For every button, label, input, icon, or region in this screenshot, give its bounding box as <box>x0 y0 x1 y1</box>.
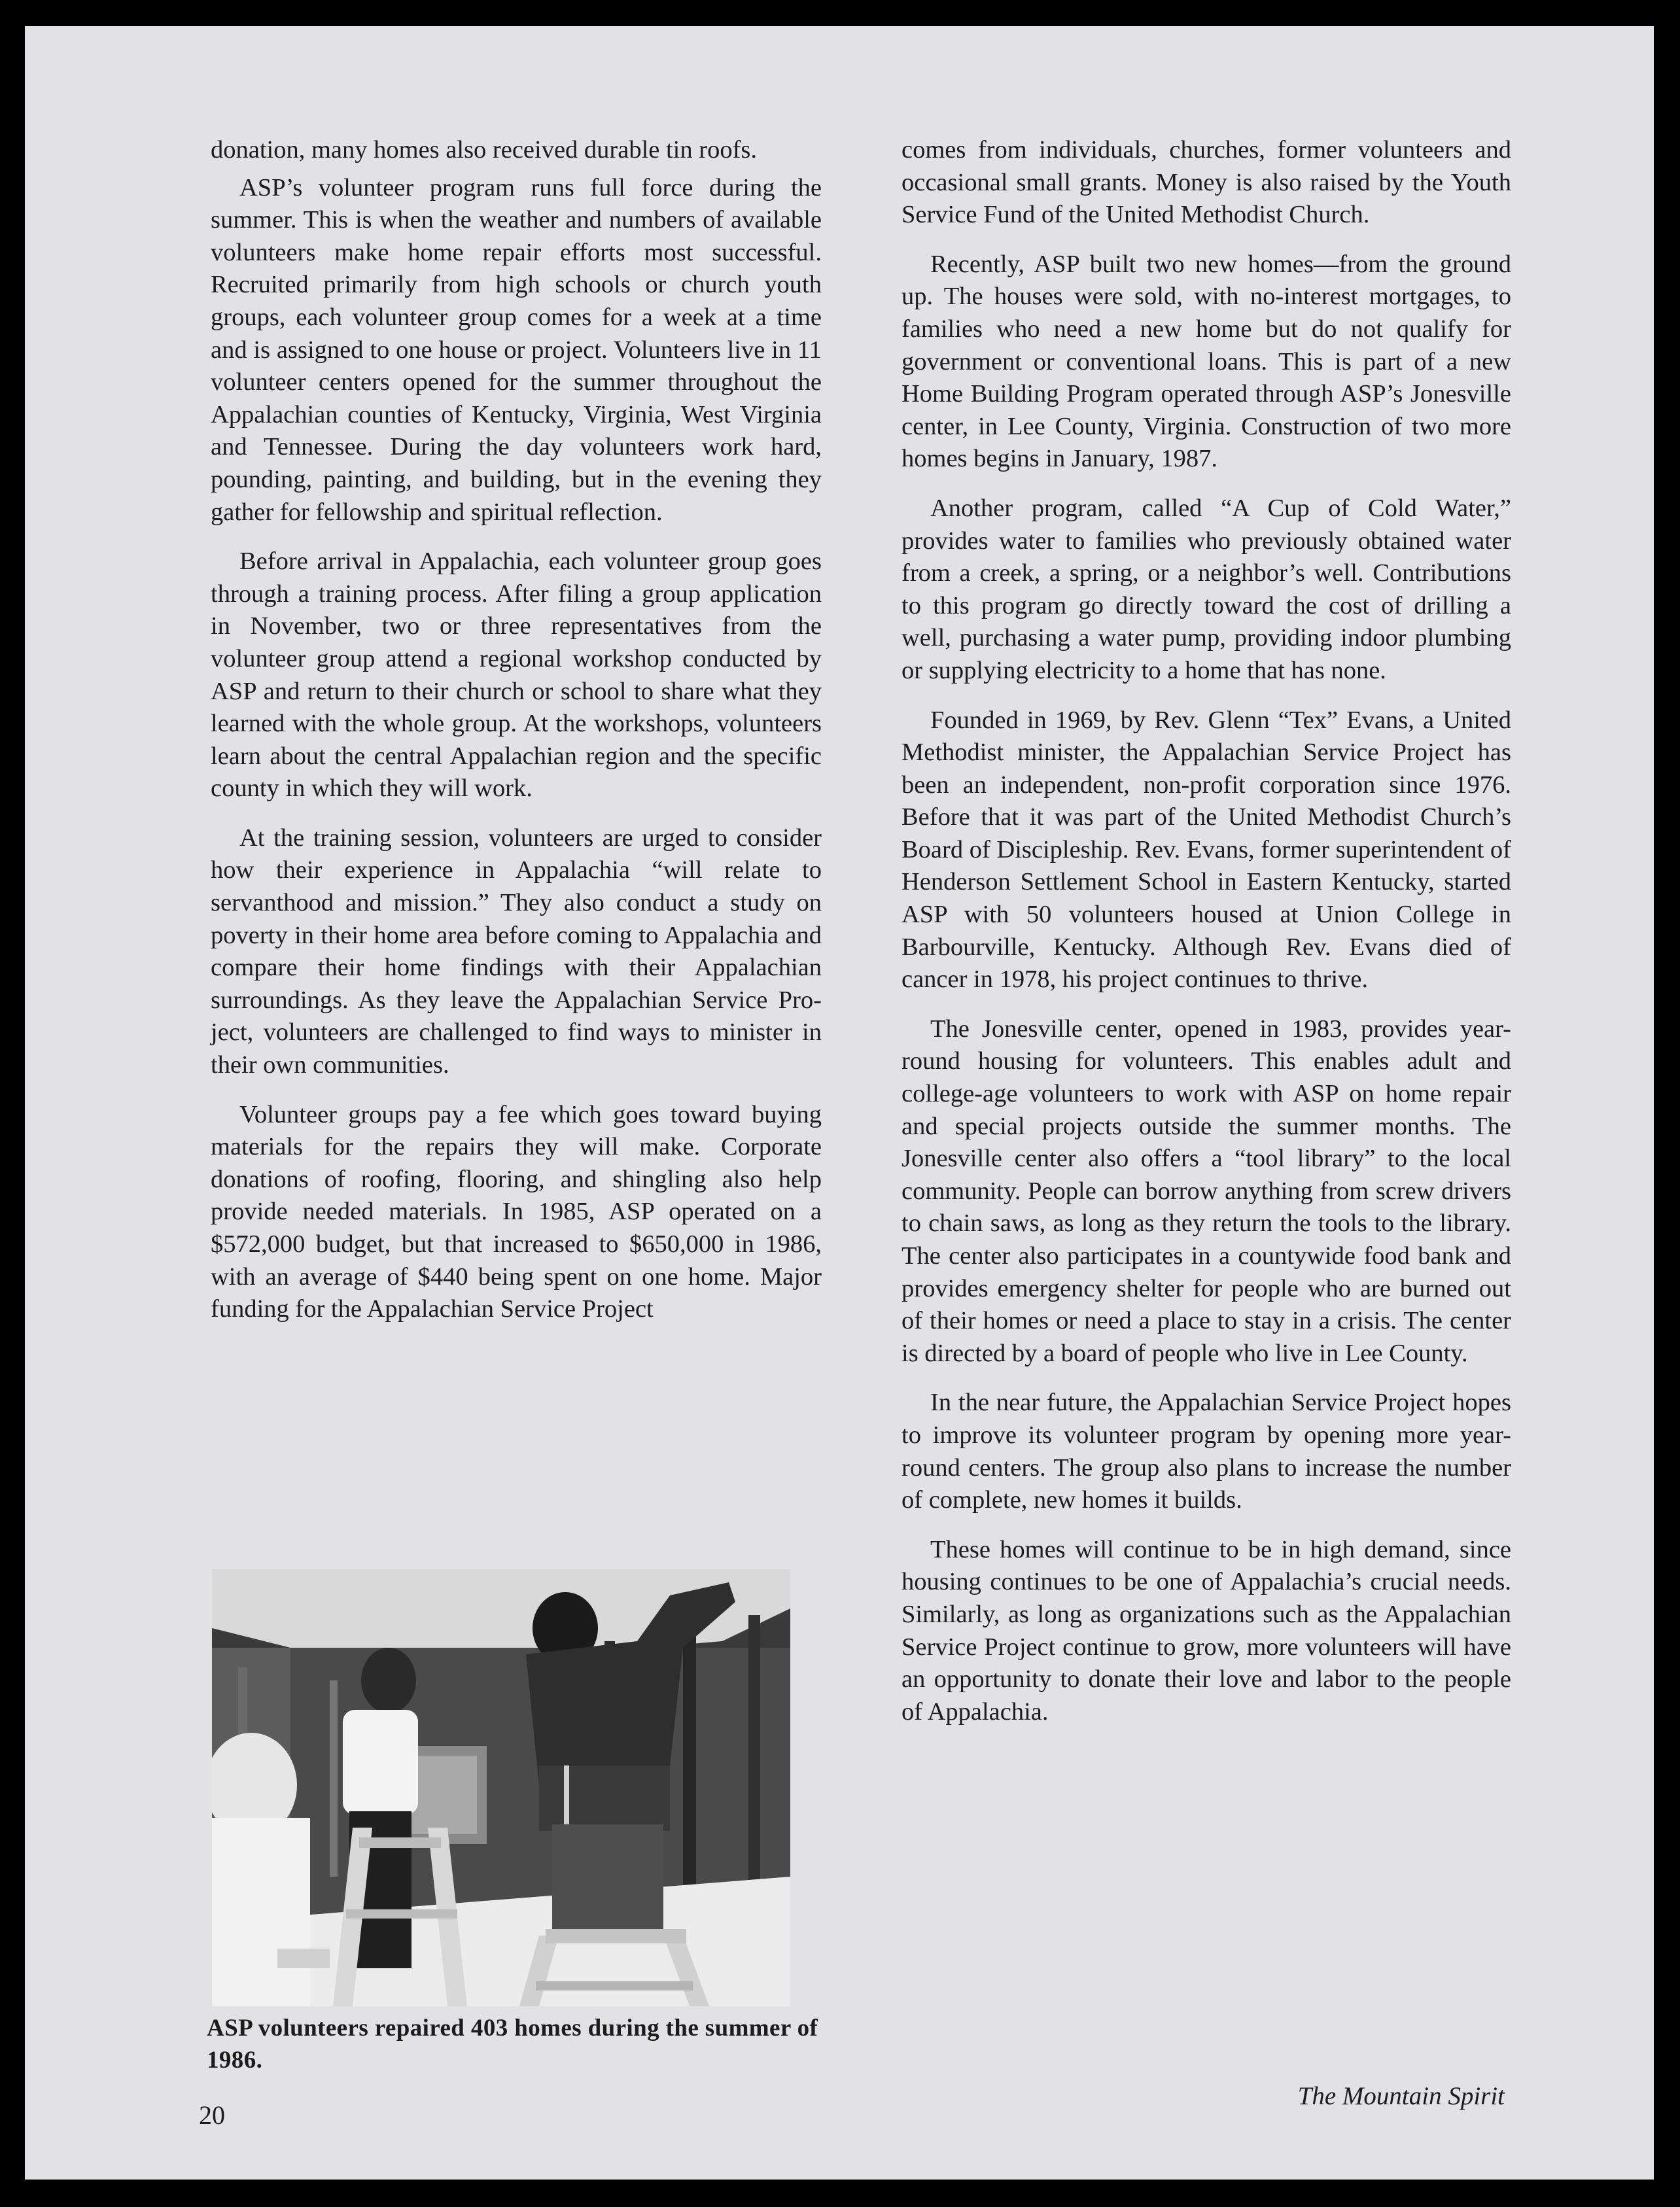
paragraph-founding: Founded in 1969, by Rev. Glenn “Tex” Evans, a United Methodist minister, the Appalachian Service Project has been an independent, non-profit corporation since 1976. Before that it was part of the United Methodist Church’s Board of Discipleship. Rev. Evans, former superintendent of Henderson Settlement School in Eastern Kentucky, started ASP with 50 volunteers housed at Union College in Barbourville, Kentucky. Although Rev. Evans died of cancer in 1978, his project continues to thrive. <box>901 706 1511 994</box>
paragraph-funding-sources: comes from individuals, churches, former volunteers and occasional small grants. Money is also raised by the Youth Service Fund of the United Methodist Church. <box>901 136 1511 229</box>
magazine-page <box>25 26 1654 2180</box>
left-text-column <box>211 134 822 1343</box>
paragraph-new-homes: Recently, ASP built two new homes—from the ground up. The houses were sold, with no-interest mortgages, to families who need a new home but do not qualify for government or conventional loans. This is part of a new Home Building Program operated through ASP’s Jonesville center, in Lee County, Virginia. Construction of two more homes begins in January, 1987. <box>901 250 1511 473</box>
paragraph-training: Before arrival in Appalachia, each volunteer group goes through a training process. After filing a group application in November, two or three representatives from the volunteer group attend a regional workshop conducted by ASP and return to their church or school to share what they learned with the whole group. At the workshops, volunteers learn about the central Appalachian region and the specific county in which they will work. <box>211 547 822 803</box>
paragraph-training-session: At the training session, volunteers are urged to consider how their experience in Appalachia “will relate to servanthood and mission.” They also conduct a study on poverty in their home area before coming to Appalachia and compare their home findings with their Appalachian surroundings. As they leave the Appalachian Service Project, volunteers are challenged to find ways to minister in their own communities. <box>211 824 822 1079</box>
paragraph-near-future: In the near future, the Appalachian Service Project hopes to improve its volunteer program by opening more year-round centers. The group also plans to increase the number of complete, new homes it builds. <box>901 1389 1511 1514</box>
paragraph-conclusion: These homes will continue to be in high demand, since housing continues to be one of Appalachia’s crucial needs. Similarly, as long as organizations such as the Appalachian Service Project continue to grow, more volunteers will have an opportunity to donate their love and labor to the people of Appalachia. <box>901 1535 1511 1726</box>
paragraph-cup-of-cold-water: Another program, called “A Cup of Cold Water,” provides water to families who previously obtained water from a creek, a spring, or a neighbor’s well. Contributions to this program go directly toward the cost of drilling a well, purchasing a water pump, providing indoor plumbing or supplying electricity to a home that has none. <box>901 494 1511 684</box>
paragraph-volunteer-program: ASP’s volunteer program runs full force during the summer. This is when the weather and numbers of available volunteers make home repair efforts most successful. Recruited primarily from high schools or church youth groups, each volunteer group comes for a week at a time and is assigned to one house or project. Volunteers live in 11 volunteer centers opened for the summer throughout the Appalachian counties of Kentucky, Virginia, West Virginia and Tennessee. During the day volunteers work hard, pounding, painting, and building, but in the evening they gather for fellowship and spiritual reflection. <box>211 173 822 526</box>
photo-illustration <box>212 1569 790 2006</box>
paragraph-donation: donation, many homes also received durable tin roofs. <box>211 136 758 164</box>
paragraph-jonesville-center: The Jonesville center, opened in 1983, provides year-round housing for volunteers. This enables adult and college-age volunteers to work with ASP on home repair and special projects outside the summer months. The Jonesville center also offers a “tool library” to the local community. People can borrow anything from screw drivers to chain saws, as long as they return the tools to the library. The center also participates in a countywide food bank and provides emergency shelter for people who are burned out of their homes or need a place to stay in a crisis. The center is directed by a board of people who live in Lee County. <box>901 1015 1511 1367</box>
publication-name: The Mountain Spirit <box>1297 2082 1505 2110</box>
page-number: 20 <box>199 2100 225 2130</box>
photo-caption: ASP volunteers repaired 403 homes during the summer of 1986. <box>207 2015 818 2074</box>
paragraph-fees-funding: Volunteer groups pay a fee which goes toward buying materials for the repairs they will make. Corporate donations of roofing, flooring, and shingling also help provide needed materials. In 1985, ASP operated on a $572,000 budget, but that increased to $650,000 in 1986, with an average of $440 being spent on one home. Major funding for the Appalachian Service Project <box>211 1100 822 1323</box>
right-text-column <box>901 134 1511 1745</box>
volunteers-photo <box>212 1569 790 2006</box>
